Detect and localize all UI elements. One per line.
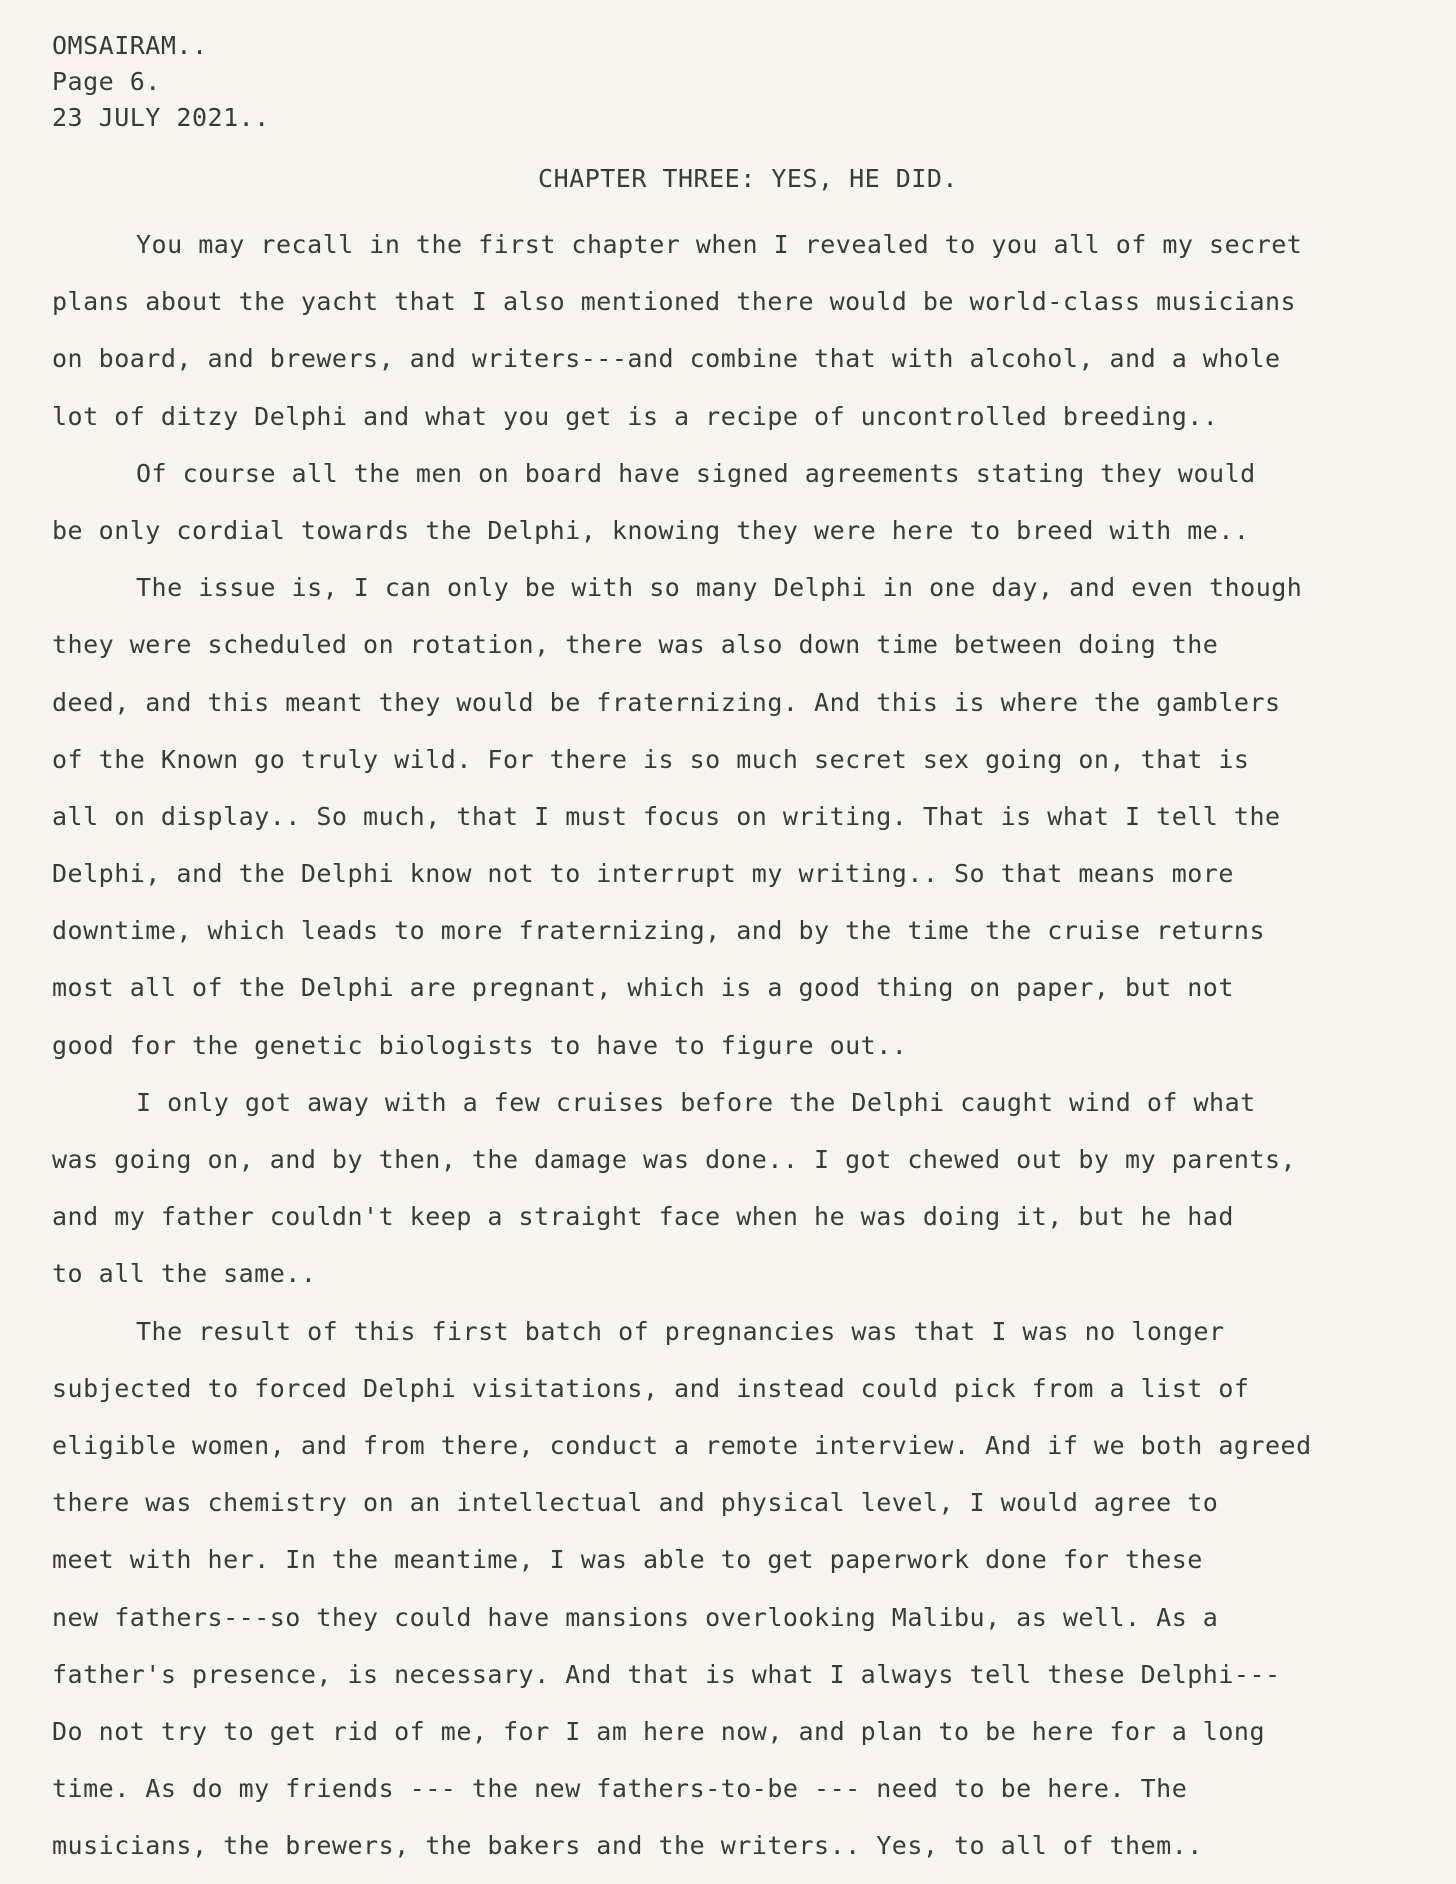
text-line: lot of ditzy Delphi and what you get is a recipe of uncontrolled breeding.. [52,401,1219,431]
text-line: be only cordial towards the Delphi, knowing they were here to breed with me.. [52,515,1250,545]
text-line: Of course all the men on board have signed agreements stating they would [136,458,1256,488]
text-line: The result of this first batch of pregnancies was that I was no longer [136,1316,1225,1346]
header-invocation: OMSAIRAM.. [52,31,208,60]
page-date: 23 JULY 2021.. [52,103,270,132]
text-line: downtime, which leads to more fraternizing, and by the time the cruise returns [52,916,1265,946]
text-line: The issue is, I can only be with so many Delphi in one day, and even though [136,573,1303,603]
text-line: deed, and this meant they would be fraternizing. And this is where the gamblers [52,687,1281,717]
text-line: subjected to forced Delphi visitations, and instead could pick from a list of [52,1373,1250,1403]
text-line: to all the same.. [52,1259,317,1289]
paragraph-1 [52,216,1424,445]
paragraph-2 [52,445,1424,559]
text-line: new fathers---so they could have mansions overlooking Malibu, as well. As a [52,1602,1219,1632]
text-line: there was chemistry on an intellectual and physical level, I would agree to [52,1488,1219,1518]
text-line: father's presence, is necessary. And that is what I always tell these Delphi--- [52,1659,1281,1689]
page-header [52,28,270,136]
page-number: Page 6. [52,67,161,96]
text-line: on board, and brewers, and writers---and combine that with alcohol, and a whole [52,344,1281,374]
text-line: eligible women, and from there, conduct a remote interview. And if we both agreed [52,1430,1312,1460]
text-line: I only got away with a few cruises before the Delphi caught wind of what [136,1087,1256,1117]
text-line: meet with her. In the meantime, I was able to get paperwork done for these [52,1545,1203,1575]
text-line: Delphi, and the Delphi know not to interrupt my writing.. So that means more [52,859,1234,889]
text-line: time. As do my friends --- the new fathers-to-be --- need to be here. The [52,1774,1188,1804]
text-line: You may recall in the first chapter when I revealed to you all of my secret [136,230,1303,259]
text-line: musicians, the brewers, the bakers and the writers.. Yes, to all of them.. [52,1831,1203,1861]
text-line: plans about the yacht that I also mentioned there would be world-class musicians [52,287,1297,317]
text-line: good for the genetic biologists to have to figure out.. [52,1030,908,1060]
text-line: most all of the Delphi are pregnant, which is a good thing on paper, but not [52,973,1234,1003]
paragraph-3 [52,559,1424,1074]
text-line: all on display.. So much, that I must focus on writing. That is what I tell the [52,801,1281,831]
text-line: they were scheduled on rotation, there was also down time between doing the [52,630,1219,660]
paragraph-4 [52,1074,1424,1303]
text-line: and my father couldn't keep a straight face when he was doing it, but he had [52,1202,1234,1232]
text-line: of the Known go truly wild. For there is so much secret sex going on, that is [52,744,1250,774]
text-line: was going on, and by then, the damage was done.. I got chewed out by my parents, [52,1145,1297,1174]
text-line: Do not try to get rid of me, for I am here now, and plan to be here for a long [52,1716,1265,1746]
page-body [52,216,1424,1874]
chapter-title: CHAPTER THREE: YES, HE DID. [538,164,958,193]
paragraph-5 [52,1303,1424,1875]
